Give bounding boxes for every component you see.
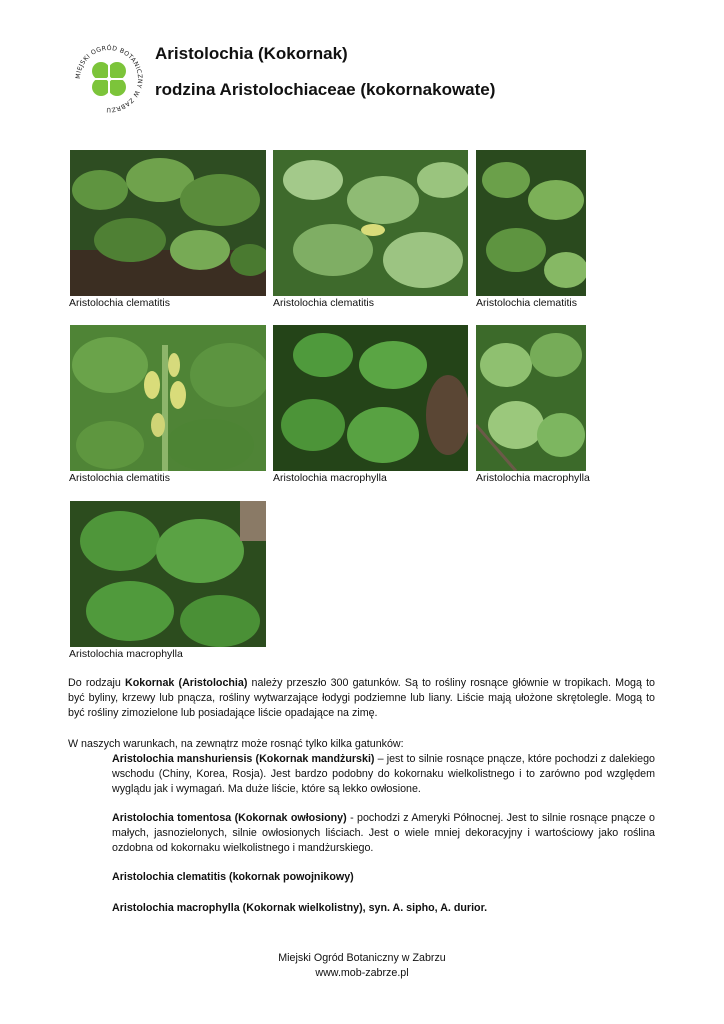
photo-macrophylla-2 (476, 325, 586, 471)
photo-caption: Aristolochia clematitis (69, 472, 170, 484)
species-manshuriensis: Aristolochia manshuriensis (Kokornak mandżurski) – jest to silnie rosnące pnącze, które pochodzi z dalekiego wschodu (Chiny, Korea, Rosja). Jest bardzo podobny do kokornaku wielkolistnego i to zarówno pod względem wyglądu jak i wymagań. Ma duże liście, które są lekko owłosione. (112, 753, 655, 795)
page-subtitle: rodzina Aristolochiaceae (kokornakowate) (155, 80, 496, 99)
photo-caption: Aristolochia clematitis (273, 297, 374, 309)
clover-icon (92, 62, 126, 96)
photo-caption: Aristolochia clematitis (476, 297, 577, 309)
photo-clematitis-4 (70, 325, 266, 471)
intro-paragraph: Do rodzaju Kokornak (Aristolochia) należy przeszło 300 gatunków. Są to rośliny rosnące głównie w tropikach. Mogą to być byliny, krzewy lub pnącza, rośliny wytwarzające łodygi podziemne lub liany. Liście mają ułożone skrętolegle. Mogą to być rośliny zimozielone lub posiadające liście opadające na zimę. (68, 677, 655, 719)
logo-ring-text: MIEJSKI OGRÓD BOTANICZNY W ZABRZU (74, 44, 144, 114)
page-title: Aristolochia (Kokornak) (155, 44, 348, 63)
photo-caption: Aristolochia macrophylla (476, 472, 590, 484)
photo-clematitis-2 (273, 150, 468, 296)
photo-caption: Aristolochia clematitis (69, 297, 170, 309)
intro-species-lead: W naszych warunkach, na zewnątrz może rosnąć tylko kilka gatunków: (68, 738, 404, 750)
garden-logo (72, 42, 146, 116)
footer-website: www.mob-zabrze.pl (315, 967, 409, 979)
photo-caption: Aristolochia macrophylla (273, 472, 387, 484)
photo-caption: Aristolochia macrophylla (69, 648, 183, 660)
species-tomentosa: Aristolochia tomentosa (Kokornak owłosiony) - pochodzi z Ameryki Północnej. Jest to silnie rosnące pnącze o małych, jasnozielonych, silnie owłosionych liściach. Jest o wiele mniej dekoracyjny i wartościowy jako roślina ozdobna od kokornaku wielkolistnego i mandżurskiego. (112, 812, 655, 854)
photo-clematitis-1 (70, 150, 266, 296)
species-clematitis: Aristolochia clematitis (kokornak powojnikowy) (112, 871, 354, 883)
photo-macrophylla-3 (70, 501, 266, 647)
species-macrophylla: Aristolochia macrophylla (Kokornak wielkolistny), syn. A. sipho, A. durior. (112, 902, 488, 914)
photo-macrophylla-1 (273, 325, 468, 471)
footer-garden-name: Miejski Ogród Botaniczny w Zabrzu (278, 952, 446, 964)
photo-clematitis-3 (476, 150, 586, 296)
